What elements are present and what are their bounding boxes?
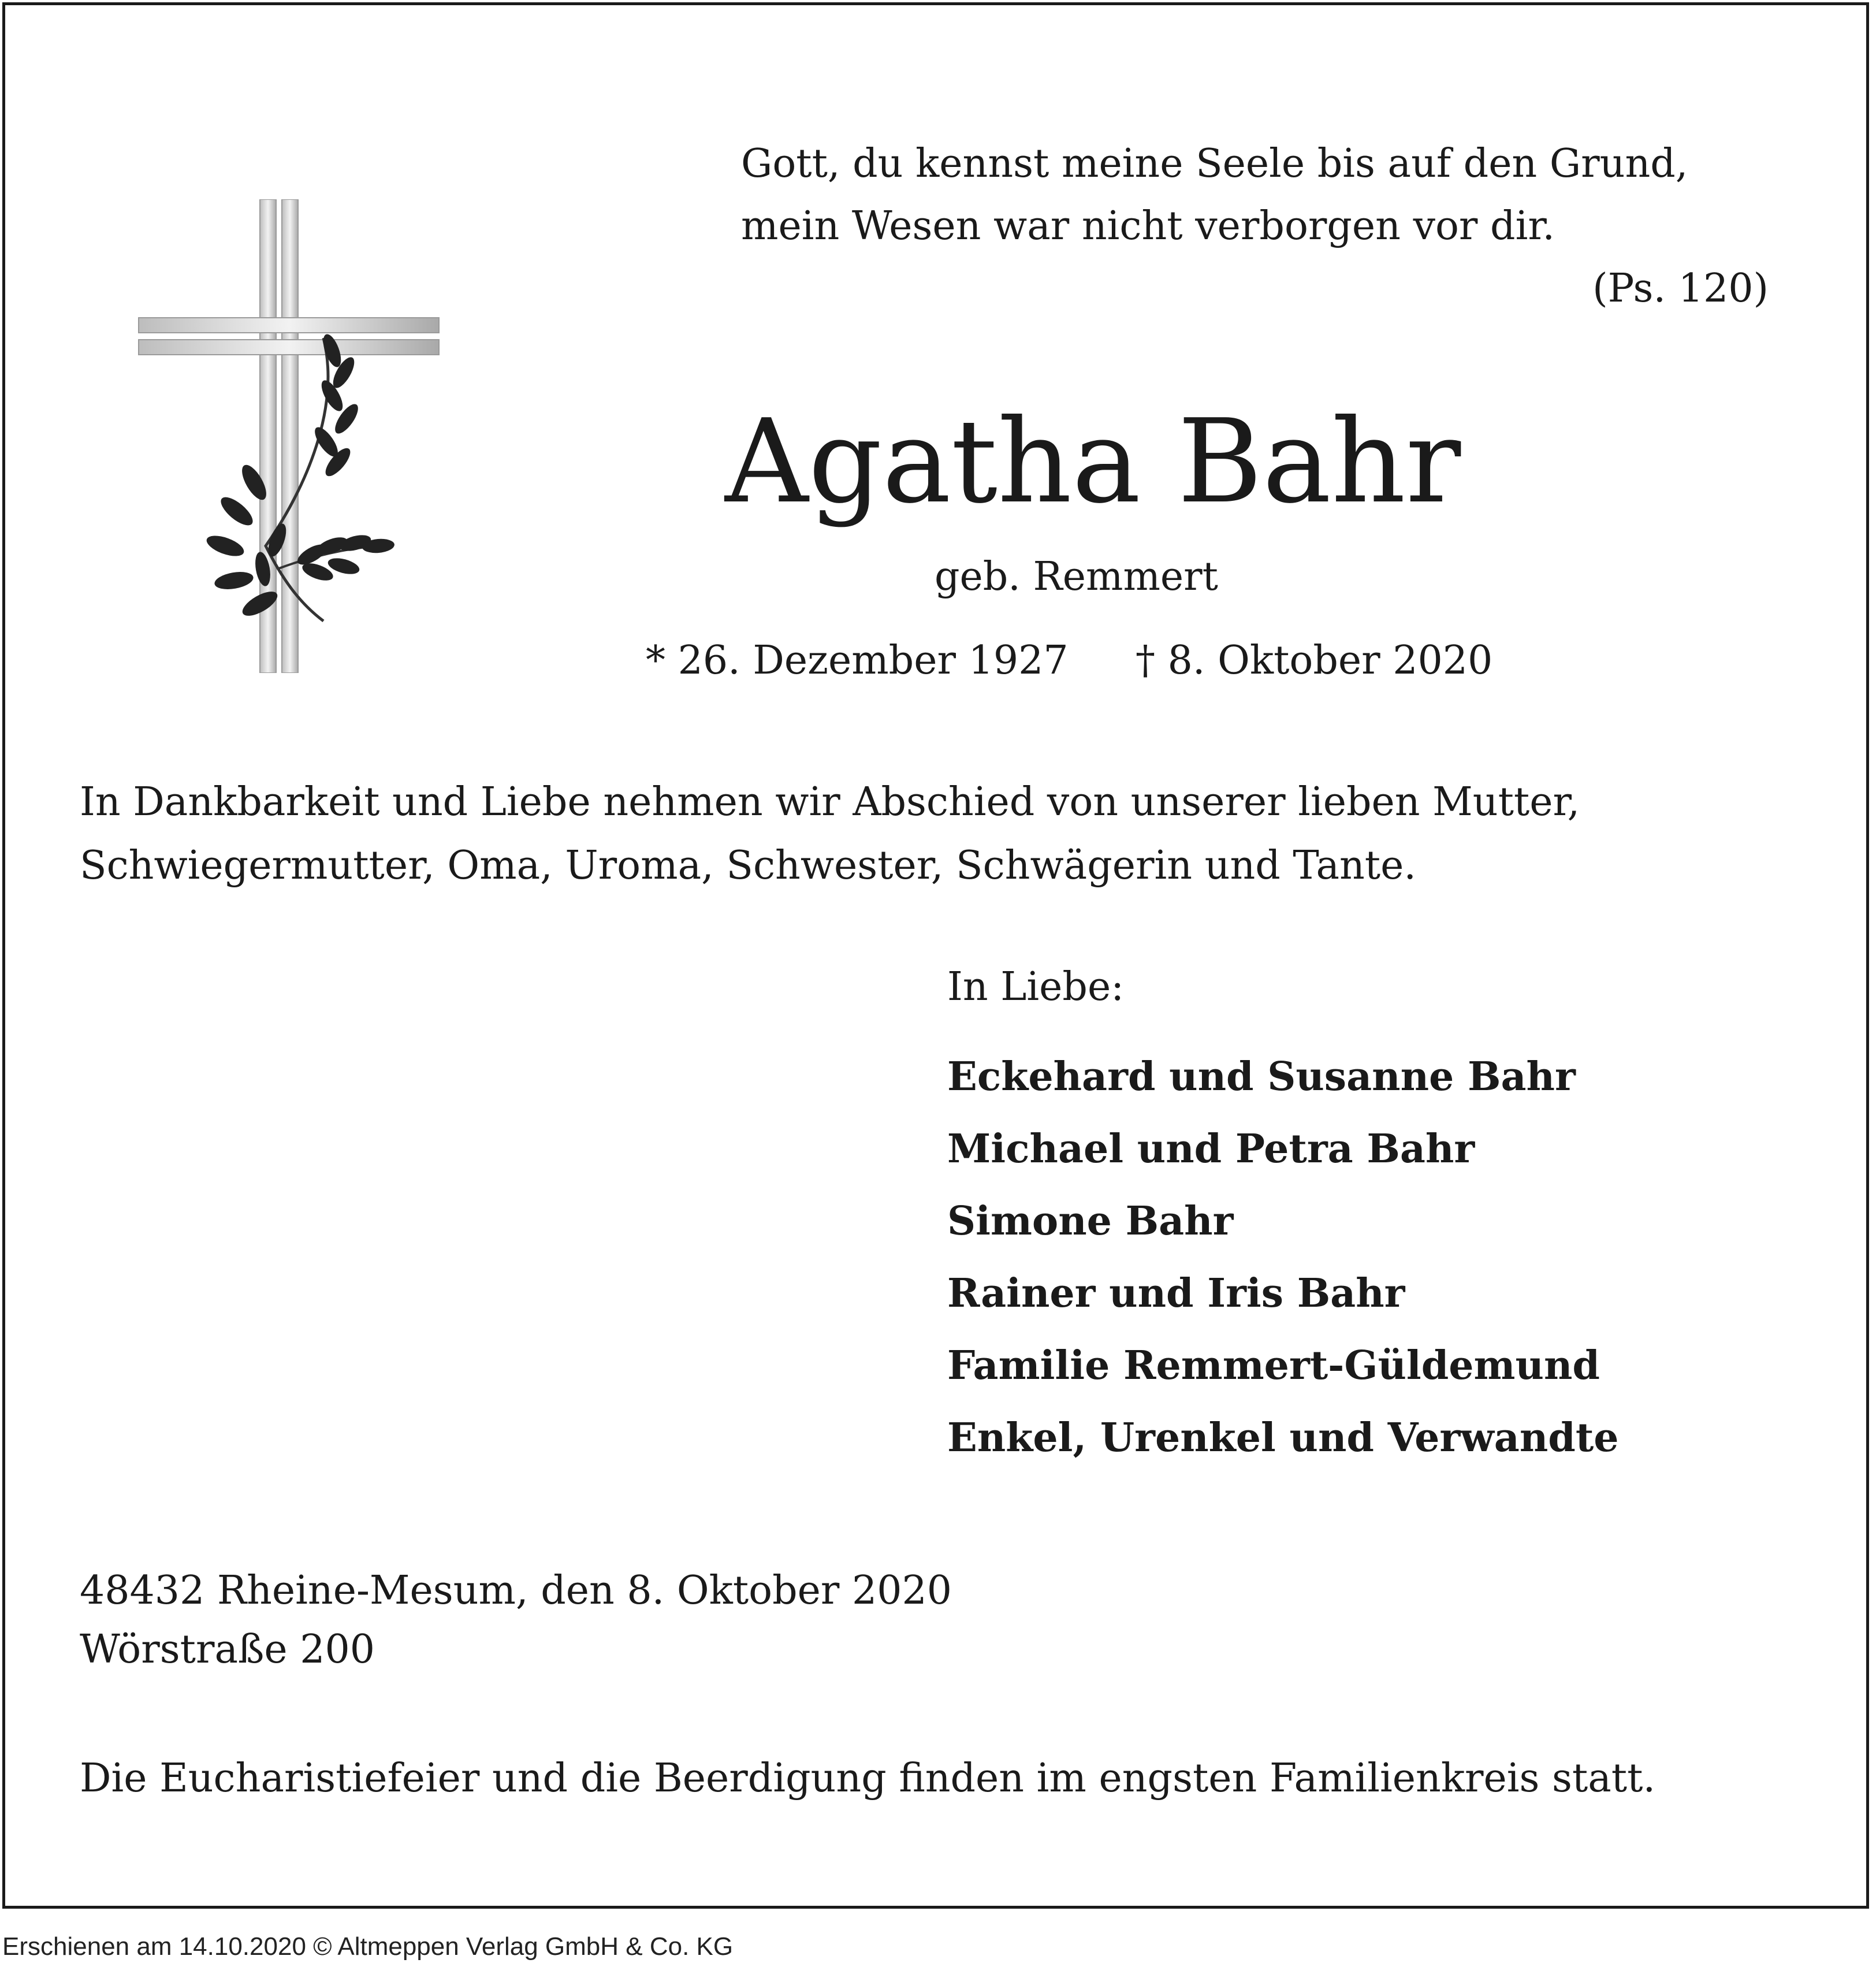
mourner-name: Eckehard und Susanne Bahr <box>947 1054 1576 1100</box>
cross-with-laurel-icon <box>133 199 456 673</box>
farewell-line-2: Schwiegermutter, Oma, Uroma, Schwester, Schwägerin und Tante. <box>80 843 1416 888</box>
mourner-name: Simone Bahr <box>947 1198 1234 1244</box>
mourner-name: Rainer und Iris Bahr <box>947 1270 1405 1317</box>
address-line-1: 48432 Rheine-Mesum, den 8. Oktober 2020 <box>80 1568 952 1613</box>
address-line-2: Wörstraße 200 <box>80 1627 375 1672</box>
verse-line-2: mein Wesen war nicht verborgen vor dir. <box>741 203 1555 249</box>
farewell-line-1: In Dankbarkeit und Liebe nehmen wir Abschied von unserer lieben Mutter, <box>80 779 1580 825</box>
publication-footer: Erschienen am 14.10.2020 © Altmeppen Verlag GmbH & Co. KG <box>2 1932 734 1961</box>
death-date: † 8. Oktober 2020 <box>1136 638 1493 683</box>
verse-reference: (Ps. 120) <box>1592 266 1769 311</box>
mourner-name: Familie Remmert-Güldemund <box>947 1343 1600 1389</box>
funeral-notice: Die Eucharistiefeier und die Beerdigung finden im engsten Familienkreis statt. <box>80 1756 1656 1801</box>
mourner-name: Enkel, Urenkel und Verwandte <box>947 1415 1619 1461</box>
verse-line-1: Gott, du kennst meine Seele bis auf den Grund, <box>741 141 1688 187</box>
birth-date: * 26. Dezember 1927 <box>646 638 1069 683</box>
deceased-name: Agatha Bahr <box>725 395 1461 529</box>
mourner-name: Michael und Petra Bahr <box>947 1126 1475 1172</box>
mourners-heading: In Liebe: <box>947 964 1125 1010</box>
maiden-name: geb. Remmert <box>935 554 1219 600</box>
